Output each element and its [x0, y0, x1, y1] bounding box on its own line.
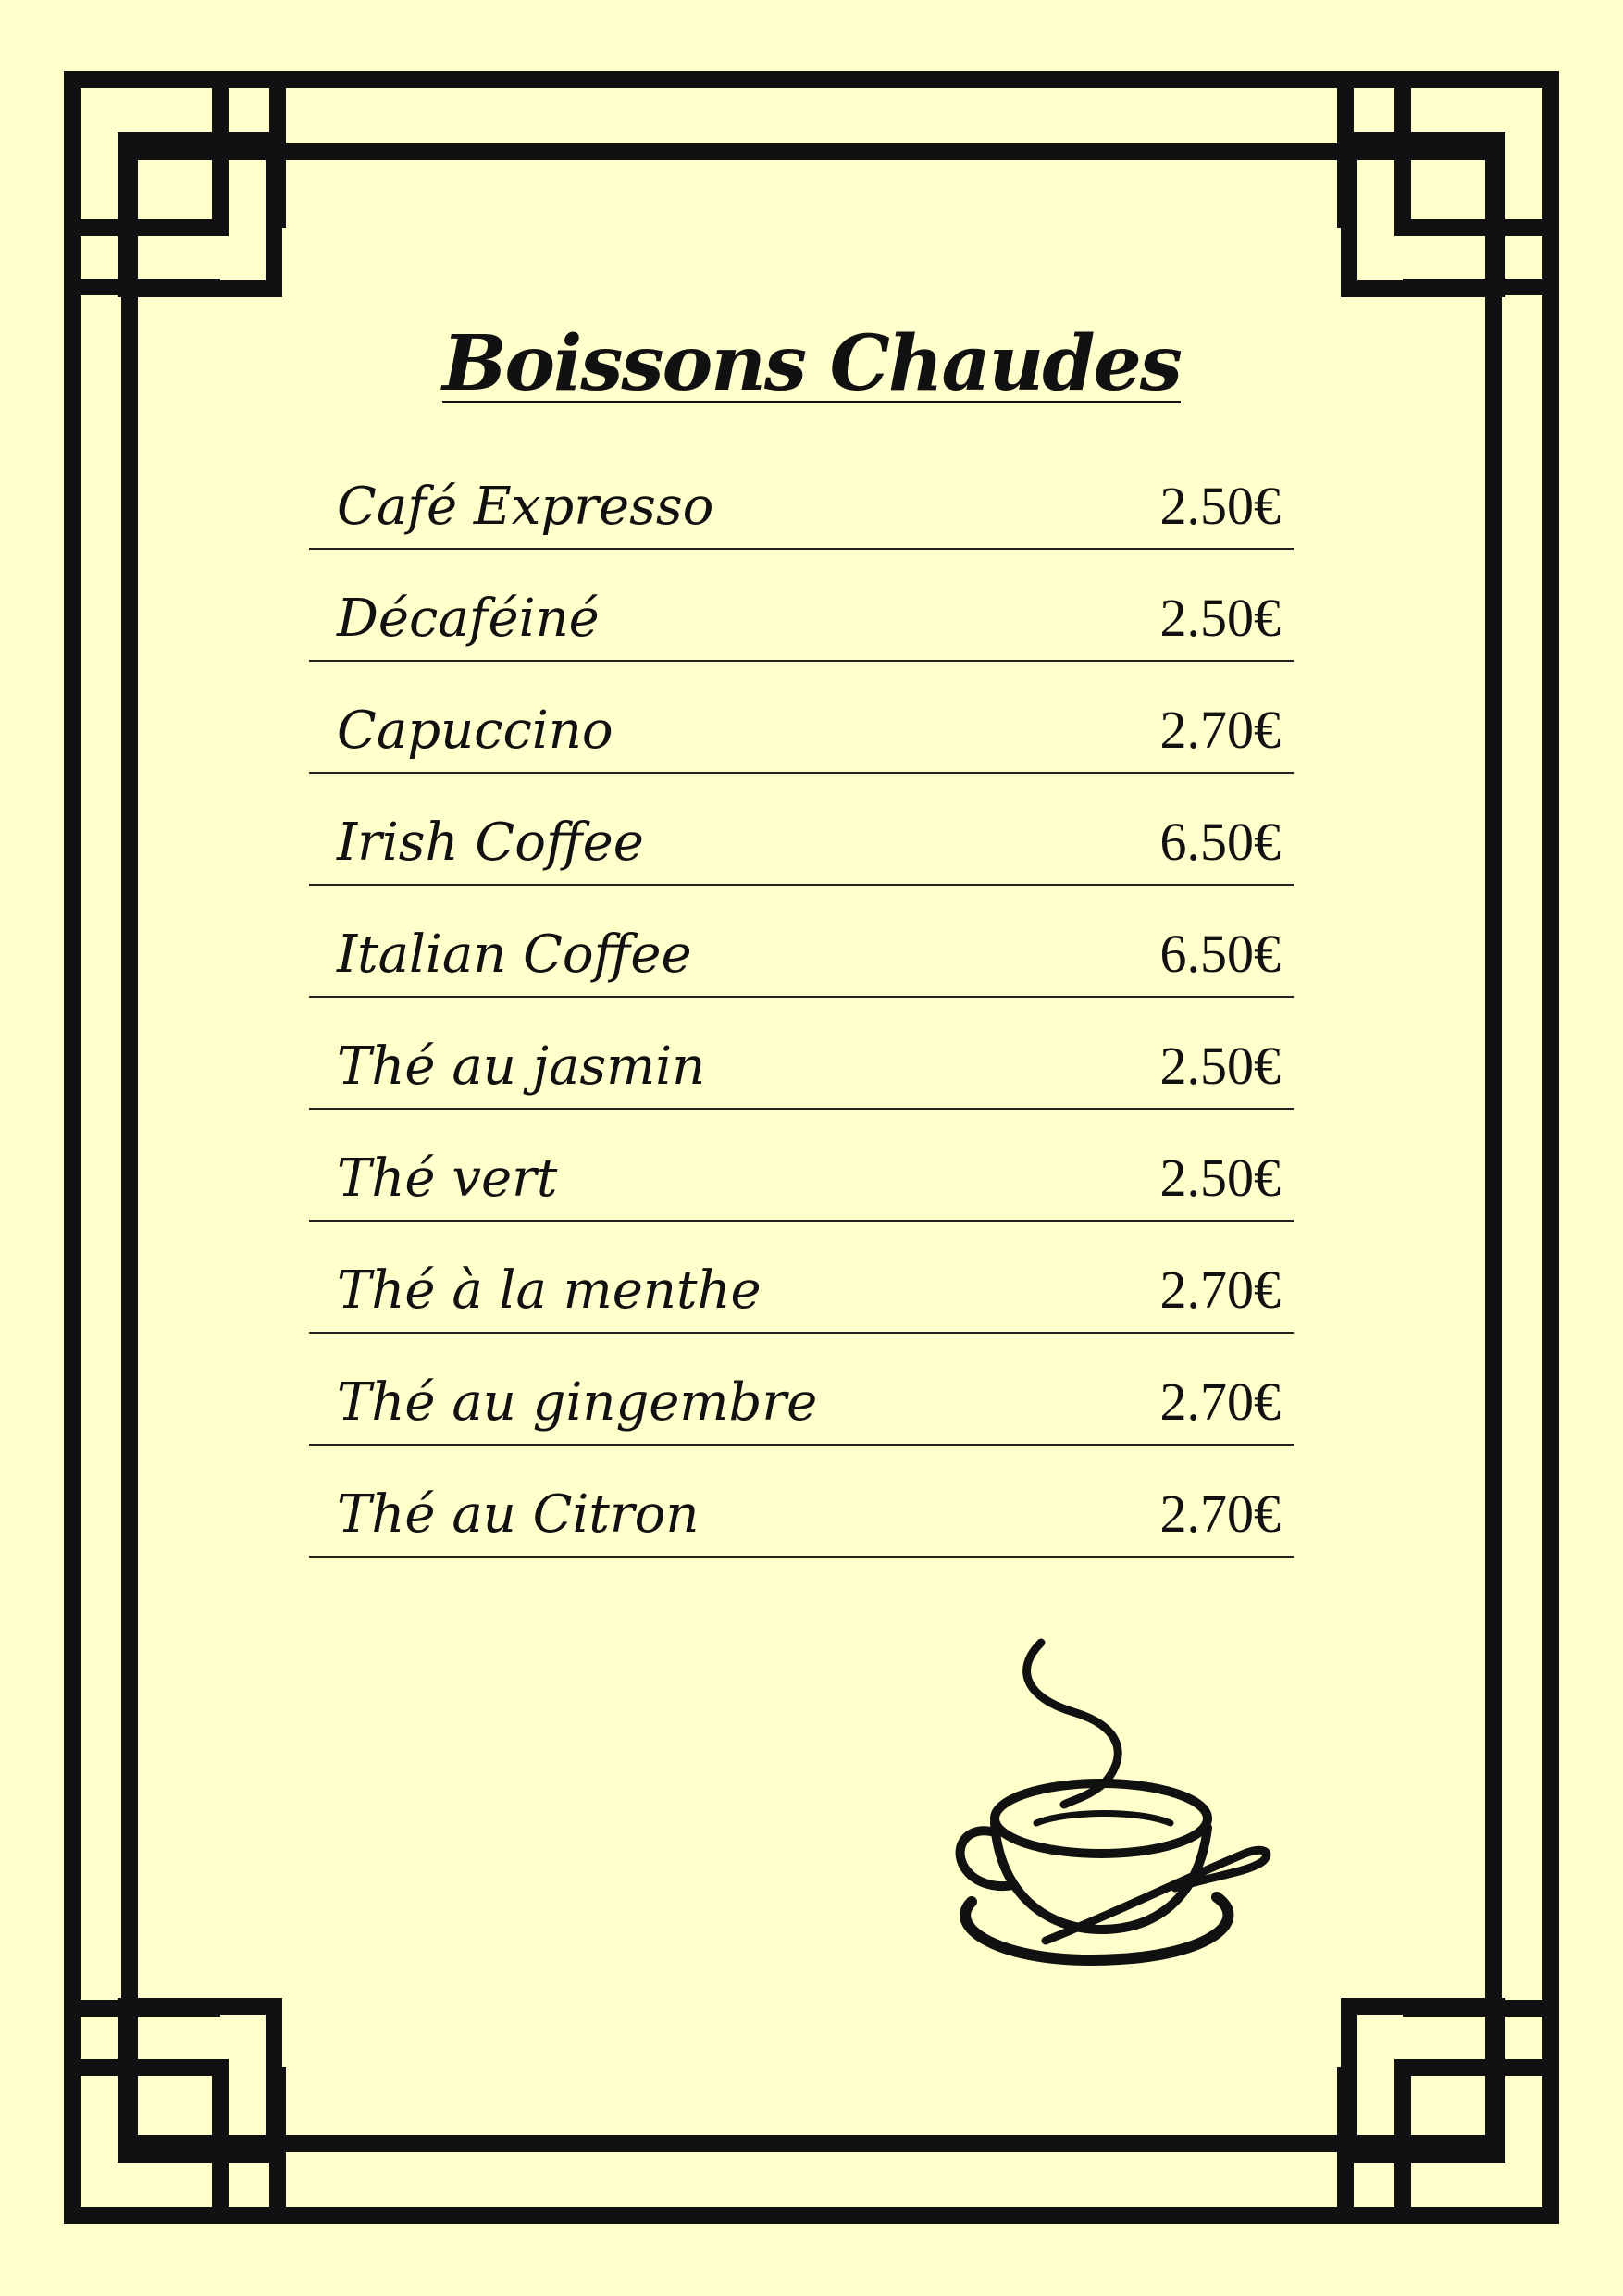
menu-item-name: Thé vert: [337, 1148, 558, 1209]
menu-item-price: 2.70€: [1159, 700, 1281, 760]
menu-item-price: 2.50€: [1159, 476, 1281, 536]
menu-list: [309, 440, 1294, 1559]
menu-item: [309, 1223, 1294, 1334]
menu-item-price: 2.70€: [1159, 1371, 1281, 1432]
menu-item: [309, 1111, 1294, 1222]
menu-item: [309, 1335, 1294, 1446]
menu-item: [309, 440, 1294, 550]
menu-item-price: 2.70€: [1159, 1483, 1281, 1544]
menu-item: [309, 999, 1294, 1110]
menu-title: Boissons Chaudes: [442, 319, 1181, 408]
menu-item-price: 2.70€: [1159, 1260, 1281, 1320]
menu-item-price: 2.50€: [1159, 1036, 1281, 1096]
menu-item: [309, 552, 1294, 662]
menu-item-name: Irish Coffee: [337, 813, 644, 873]
menu-item-name: Thé à la menthe: [337, 1260, 762, 1321]
menu-item-price: 6.50€: [1159, 812, 1281, 872]
menu-item-price: 2.50€: [1159, 1148, 1281, 1208]
menu-item-name: Thé au jasmin: [337, 1036, 706, 1097]
menu-item: [309, 776, 1294, 886]
menu-item: [309, 664, 1294, 774]
coffee-cup-icon: [935, 1633, 1286, 1967]
menu-item-name: Italian Coffee: [337, 925, 692, 985]
menu-item-name: Thé au gingembre: [337, 1372, 818, 1433]
menu-item-price: 6.50€: [1159, 924, 1281, 984]
menu-item-name: Décaféiné: [337, 589, 600, 649]
menu-item-name: Café Expresso: [337, 477, 714, 537]
menu-item-name: Thé au Citron: [337, 1484, 700, 1545]
menu-item: [309, 887, 1294, 998]
menu-item: [309, 1447, 1294, 1558]
menu-item-name: Capuccino: [337, 701, 613, 761]
menu-item-price: 2.50€: [1159, 588, 1281, 648]
